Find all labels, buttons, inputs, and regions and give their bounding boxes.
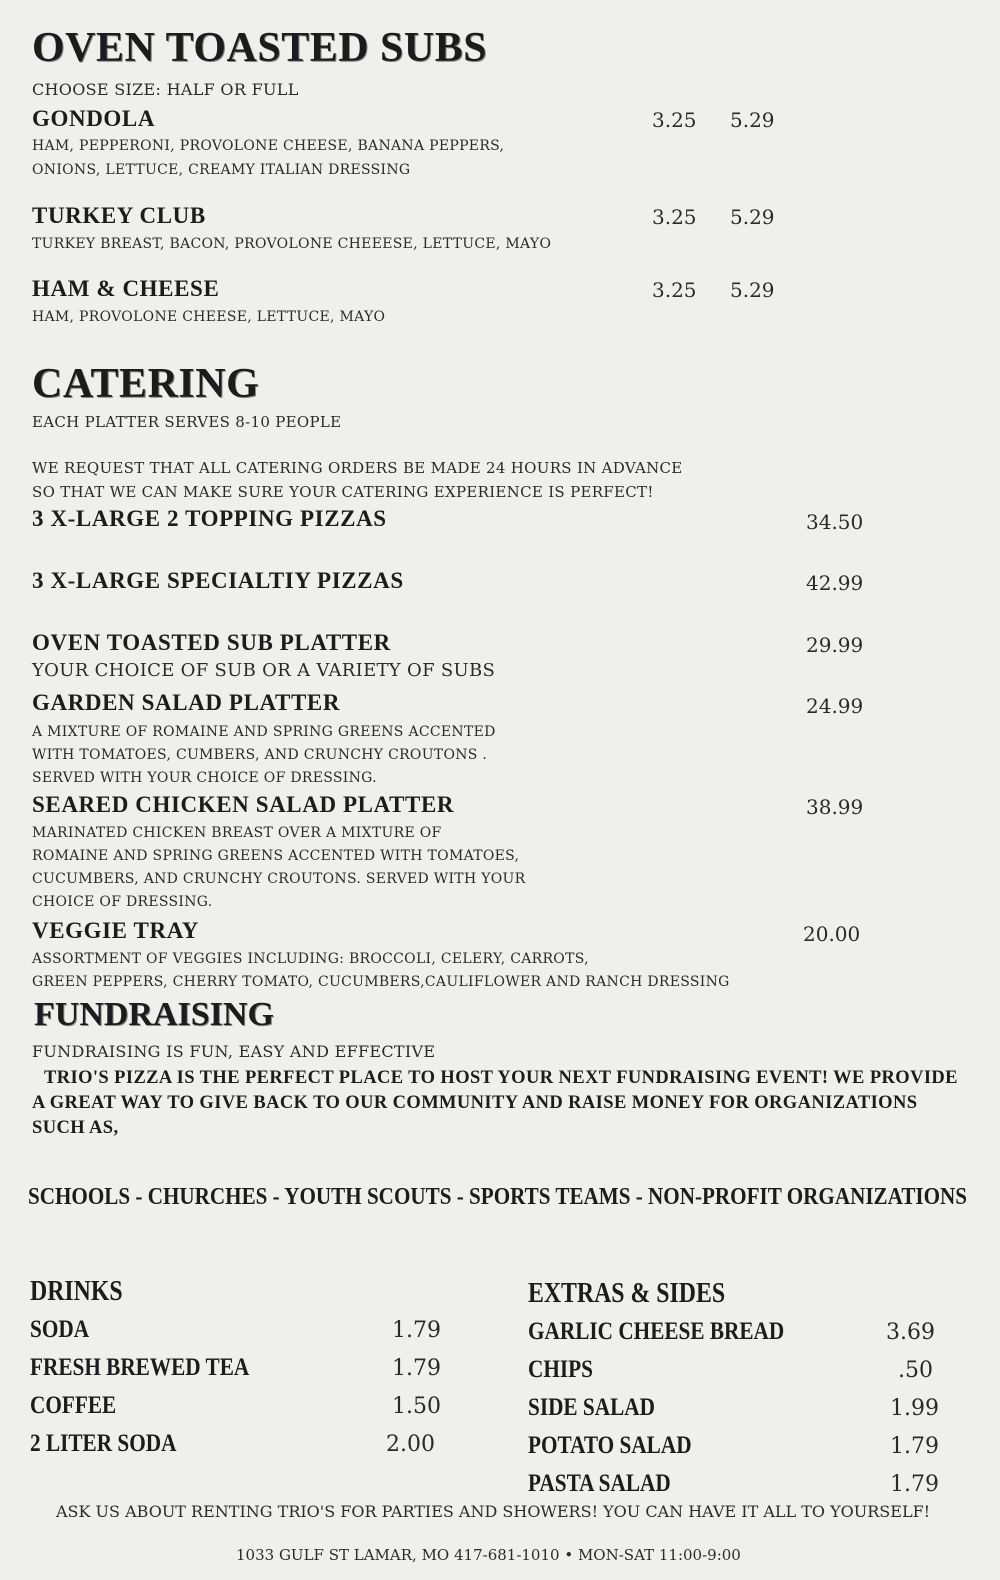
sub-gondola-desc-1: HAM, PEPPERONI, PROVOLONE CHEESE, BANANA PEPPERS, [32,138,505,154]
sub-turkey-club-half-price: 3.25 [652,205,697,229]
sub-ham-cheese-name: HAM & CHEESE [32,276,220,301]
extras-title: EXTRAS & SIDES [528,1278,726,1309]
extra-potato-salad-price: 1.79 [890,1434,939,1459]
catering-chicken-salad-price: 38.99 [806,795,864,819]
drink-coffee-price: 1.50 [392,1394,441,1419]
drink-tea-name: FRESH BREWED TEA [30,1354,250,1381]
extra-chips-name: CHIPS [528,1356,593,1383]
drinks-title: DRINKS [30,1276,123,1307]
catering-sub-platter-price: 29.99 [806,633,864,657]
fundraising-orgs: SCHOOLS - CHURCHES - YOUTH SCOUTS - SPORTS TEAMS - NON-PROFIT ORGANIZATIONS [28,1184,968,1210]
catering-sub-platter-name: OVEN TOASTED SUB PLATTER [32,630,391,655]
subs-title: OVEN TOASTED SUBS [32,25,488,71]
drink-2-liter-price: 2.00 [386,1432,435,1457]
sub-gondola-desc-2: ONIONS, LETTUCE, CREAMY ITALIAN DRESSING [32,162,411,178]
catering-chicken-salad-desc-2: ROMAINE AND SPRING GREENS ACCENTED WITH TOMATOES, [32,848,520,864]
extra-garlic-bread-price: 3.69 [886,1320,935,1345]
catering-chicken-salad-desc-4: CHOICE OF DRESSING. [32,894,213,910]
sub-gondola-name: GONDOLA [32,106,156,131]
catering-note-1: WE REQUEST THAT ALL CATERING ORDERS BE MADE 24 HOURS IN ADVANCE [32,459,683,477]
catering-serves: EACH PLATTER SERVES 8-10 PEOPLE [32,413,342,431]
catering-garden-salad-desc-2: WITH TOMATOES, CUMBERS, AND CRUNCHY CROUTONS . [32,747,488,763]
drink-2-liter-name: 2 LITER SODA [30,1430,177,1457]
catering-garden-salad-name: GARDEN SALAD PLATTER [32,690,341,715]
sub-turkey-club-full-price: 5.29 [730,205,775,229]
drink-soda-name: SODA [30,1316,90,1343]
extra-potato-salad-name: POTATO SALAD [528,1432,692,1459]
catering-garden-salad-price: 24.99 [806,694,864,718]
catering-chicken-salad-name: SEARED CHICKEN SALAD PLATTER [32,792,455,817]
fundraising-subtitle: FUNDRAISING IS FUN, EASY AND EFFECTIVE [32,1042,436,1061]
catering-specialty-price: 42.99 [806,571,864,595]
footer-address: 1033 GULF ST LAMAR, MO 417-681-1010 • MON-SAT 11:00-9:00 [236,1546,741,1564]
catering-veggie-tray-name: VEGGIE TRAY [32,918,200,943]
catering-2-topping-price: 34.50 [806,510,864,534]
catering-garden-salad-desc-1: A MIXTURE OF ROMAINE AND SPRING GREENS ACCENTED [32,724,496,740]
drink-tea-price: 1.79 [392,1356,441,1381]
catering-chicken-salad-desc-1: MARINATED CHICKEN BREAST OVER A MIXTURE OF [32,825,442,841]
fundraising-title: FUNDRAISING [34,996,274,1033]
footer-rent-note: ASK US ABOUT RENTING TRIO'S FOR PARTIES AND SHOWERS! YOU CAN HAVE IT ALL TO YOURSELF! [56,1502,931,1521]
drink-coffee-name: COFFEE [30,1392,117,1419]
catering-note-2: SO THAT WE CAN MAKE SURE YOUR CATERING EXPERIENCE IS PERFECT! [32,483,654,501]
catering-veggie-tray-price: 20.00 [803,922,861,946]
extra-side-salad-price: 1.99 [890,1396,939,1421]
drink-soda-price: 1.79 [392,1318,441,1343]
catering-sub-platter-desc: YOUR CHOICE OF SUB OR A VARIETY OF SUBS [32,660,496,681]
catering-veggie-tray-desc-1: ASSORTMENT OF VEGGIES INCLUDING: BROCCOLI, CELERY, CARROTS, [32,951,589,967]
catering-garden-salad-desc-3: SERVED WITH YOUR CHOICE OF DRESSING. [32,770,377,786]
sub-turkey-club-desc: TURKEY BREAST, BACON, PROVOLONE CHEEESE, LETTUCE, MAYO [32,236,552,252]
sub-gondola-half-price: 3.25 [652,108,697,132]
sub-ham-cheese-full-price: 5.29 [730,278,775,302]
extra-pasta-salad-name: PASTA SALAD [528,1470,671,1497]
sub-gondola-full-price: 5.29 [730,108,775,132]
sub-turkey-club-name: TURKEY CLUB [32,203,206,228]
catering-chicken-salad-desc-3: CUCUMBERS, AND CRUNCHY CROUTONS. SERVED WITH YOUR [32,871,526,887]
catering-title: CATERING [32,361,260,407]
sub-ham-cheese-half-price: 3.25 [652,278,697,302]
subs-size-note: CHOOSE SIZE: HALF OR FULL [32,80,299,99]
extra-side-salad-name: SIDE SALAD [528,1394,655,1421]
catering-specialty-name: 3 X-LARGE SPECIALTIY PIZZAS [32,568,404,593]
extra-pasta-salad-price: 1.79 [890,1472,939,1497]
catering-2-topping-name: 3 X-LARGE 2 TOPPING PIZZAS [32,506,387,531]
catering-veggie-tray-desc-2: GREEN PEPPERS, CHERRY TOMATO, CUCUMBERS,CAULIFLOWER AND RANCH DRESSING [32,974,730,990]
fundraising-paragraph: TRIO'S PIZZA IS THE PERFECT PLACE TO HOST YOUR NEXT FUNDRAISING EVENT! WE PROVIDE A GREAT WAY TO GIVE BACK TO OUR COMMUNITY AND RAISE MONEY FOR ORGANIZATIONS SUCH AS, [32,1068,958,1138]
extra-garlic-bread-name: GARLIC CHEESE BREAD [528,1318,785,1345]
sub-ham-cheese-desc: HAM, PROVOLONE CHEESE, LETTUCE, MAYO [32,309,386,325]
extra-chips-price: .50 [898,1358,933,1383]
